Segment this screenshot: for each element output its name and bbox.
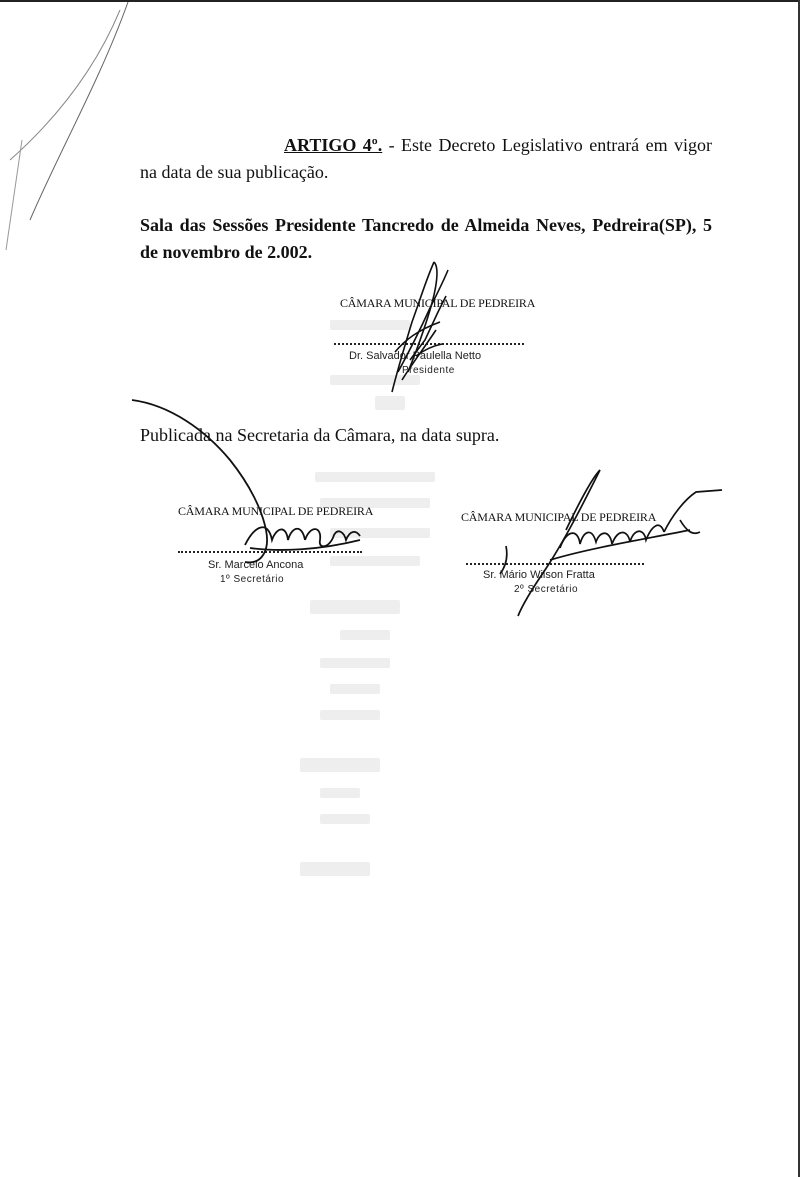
second-secretary-stamp: CÂMARA MUNICIPAL DE PEDREIRA bbox=[461, 510, 657, 524]
second-secretary-name: Sr. Mário Wilson Fratta bbox=[483, 569, 595, 581]
article-paragraph bbox=[140, 132, 712, 186]
second-secretary-role: 2º Secretário bbox=[514, 584, 579, 595]
second-secretary-signature-line bbox=[466, 563, 644, 565]
article-text-line1: - Este Decreto Legislativo entrará bbox=[382, 135, 640, 155]
publication-note: Publicada na Secretaria da Câmara, na data supra. bbox=[140, 425, 500, 445]
first-secretary-signature-line bbox=[178, 551, 362, 553]
first-secretary-name: Sr. Marcelo Ancona bbox=[208, 559, 304, 571]
closing-line1: Sala das Sessões Presidente Tancredo de Almeida Neves, bbox=[140, 215, 586, 235]
article-label: ARTIGO 4º. bbox=[284, 135, 383, 155]
first-secretary-stamp: CÂMARA MUNICIPAL DE PEDREIRA bbox=[178, 504, 374, 518]
closing-line2: Pedreira(SP), 5 de novembro de 2.002. bbox=[140, 215, 713, 262]
first-secretary-role: 1º Secretário bbox=[220, 574, 285, 585]
president-signature-line bbox=[334, 343, 524, 345]
president-stamp: CÂMARA MUNICIPAL DE PEDREIRA bbox=[340, 296, 536, 310]
president-role: Presidente bbox=[402, 365, 455, 376]
president-name: Dr. Salvador Paulella Netto bbox=[349, 350, 482, 362]
closing-paragraph bbox=[140, 212, 712, 266]
article-text-line2: em vigor na data de sua publicação. bbox=[140, 135, 712, 182]
